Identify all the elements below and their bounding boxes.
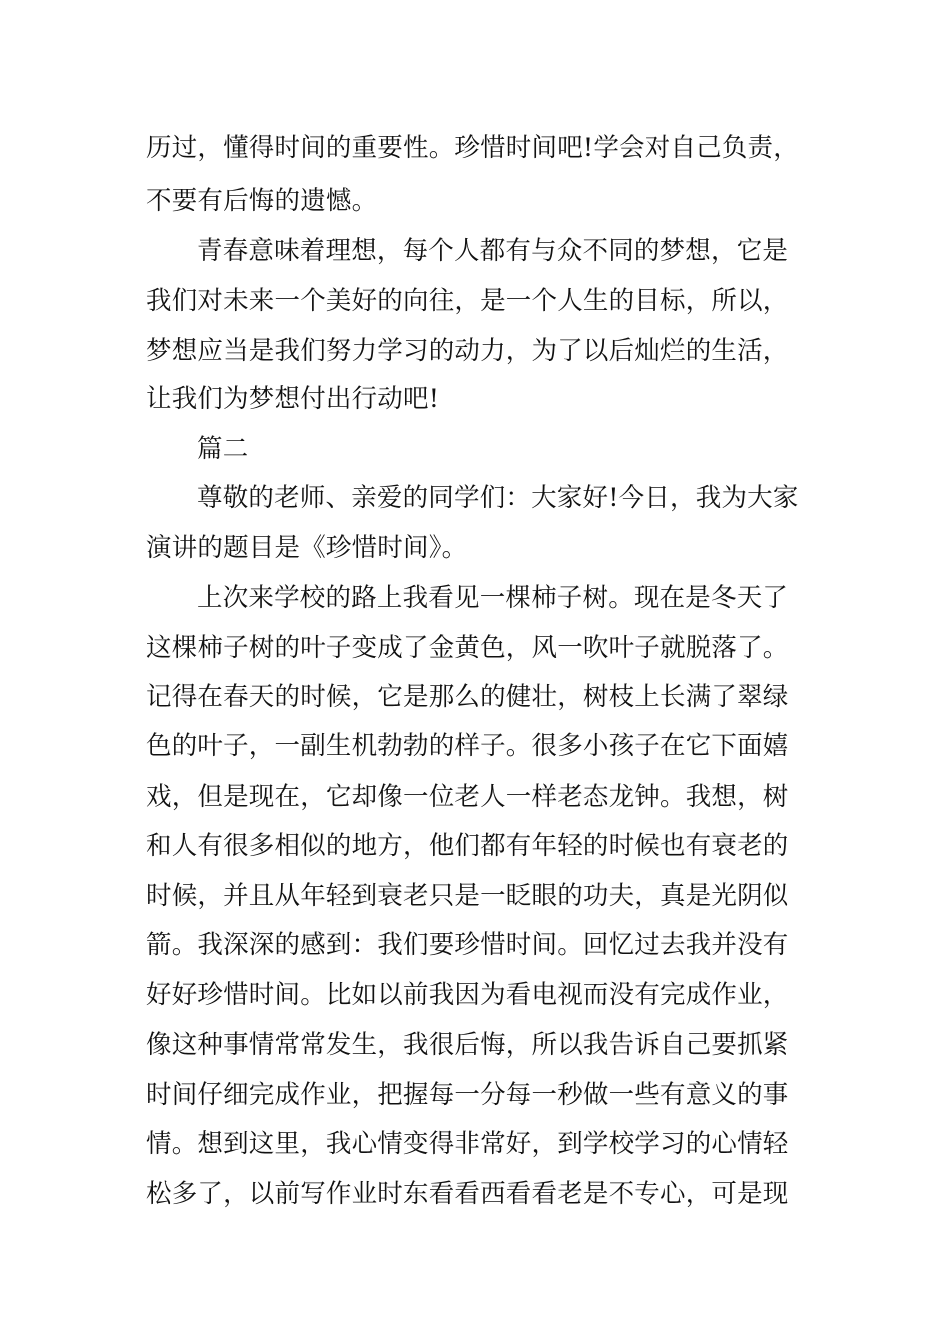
text-line: 让我们为梦想付出行动吧! <box>146 384 440 414</box>
text-line: 色的叶子，一副生机勃勃的样子。很多小孩子在它下面嬉 <box>146 731 789 761</box>
text-line: 像这种事情常常发生，我很后悔，所以我告诉自己要抓紧 <box>146 1030 789 1060</box>
text-line: 演讲的题目是《珍惜时间》。 <box>146 533 468 563</box>
text-line: 和人有很多相似的地方，他们都有年轻的时候也有衰老的 <box>146 831 789 861</box>
section-heading: 篇二 <box>197 434 249 464</box>
text-line: 历过，懂得时间的重要性。珍惜时间吧!学会对自己负责， <box>146 133 799 163</box>
text-line: 松多了，以前写作业时东看看西看看老是不专心，可是现 <box>146 1179 789 1209</box>
text-line: 我们对未来一个美好的向往，是一个人生的目标，所以， <box>146 286 789 316</box>
text-line: 青春意味着理想，每个人都有与众不同的梦想，它是 <box>197 236 789 266</box>
text-line: 情。想到这里，我心情变得非常好，到学校学习的心情轻 <box>146 1129 789 1159</box>
text-line: 不要有后悔的遗憾。 <box>146 186 378 216</box>
text-line: 梦想应当是我们努力学习的动力，为了以后灿烂的生活， <box>146 336 789 366</box>
text-line: 好好珍惜时间。比如以前我因为看电视而没有完成作业， <box>146 980 789 1010</box>
text-line: 时间仔细完成作业，把握每一分每一秒做一些有意义的事 <box>146 1080 789 1110</box>
text-line: 尊敬的老师、亲爱的同学们：大家好!今日，我为大家 <box>197 483 799 513</box>
text-line: 戏，但是现在，它却像一位老人一样老态龙钟。我想，树 <box>146 782 789 812</box>
text-line: 箭。我深深的感到：我们要珍惜时间。回忆过去我并没有 <box>146 930 789 960</box>
text-line: 记得在春天的时候，它是那么的健壮，树枝上长满了翠绿 <box>146 682 789 712</box>
text-line: 上次来学校的路上我看见一棵柿子树。现在是冬天了 <box>197 583 789 613</box>
text-line: 时候，并且从年轻到衰老只是一眨眼的功夫，真是光阴似 <box>146 881 789 911</box>
text-line: 这棵柿子树的叶子变成了金黄色，风一吹叶子就脱落了。 <box>146 633 789 663</box>
